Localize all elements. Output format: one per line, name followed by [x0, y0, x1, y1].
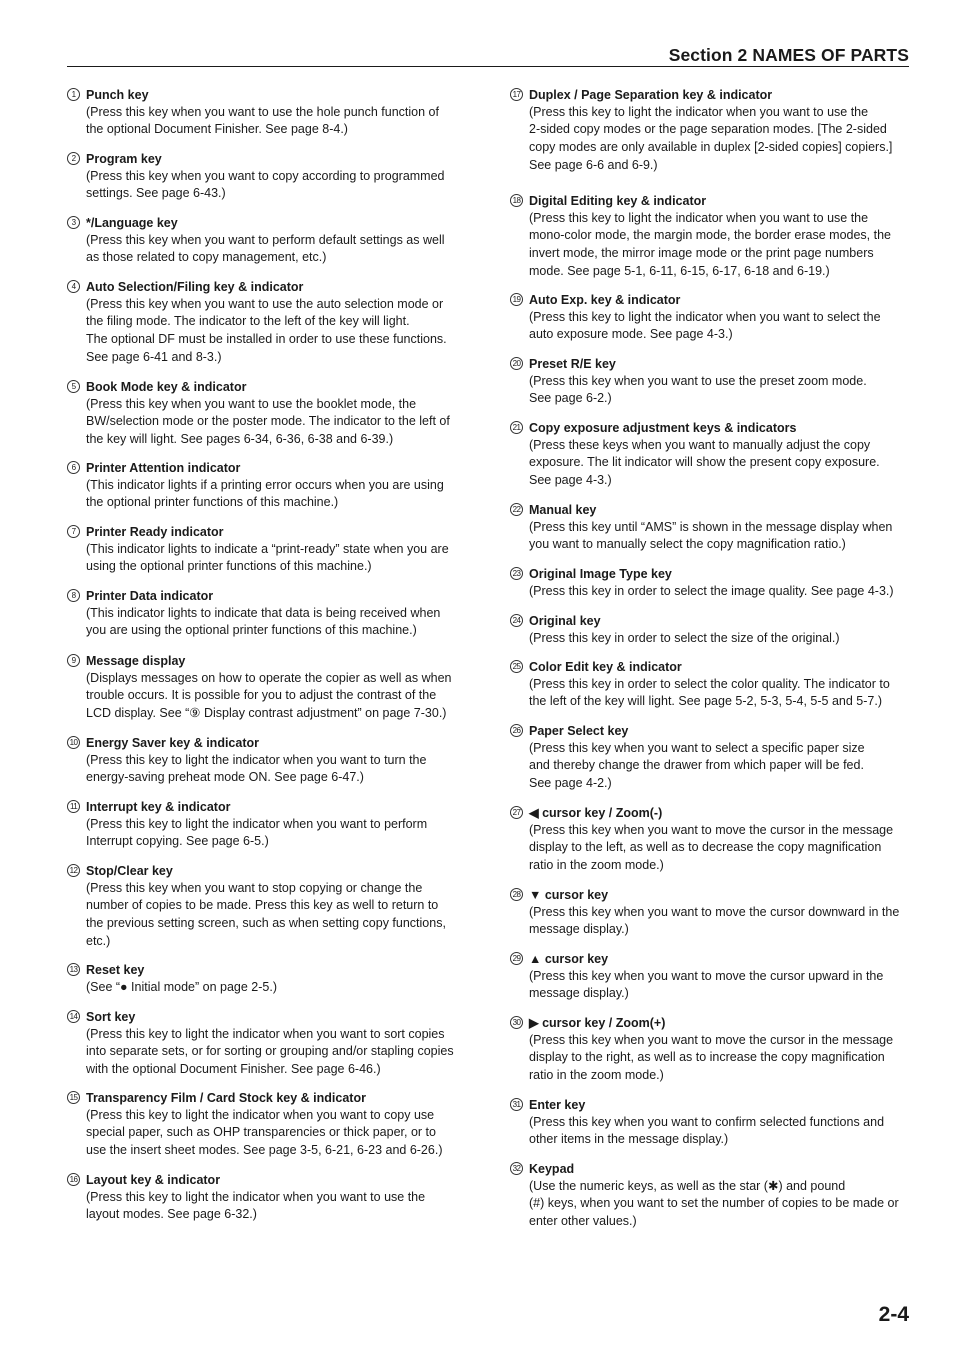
item-number-badge: 26 [510, 724, 523, 737]
item-number-badge: 13 [67, 963, 80, 976]
section-title: Section 2 NAMES OF PARTS [668, 45, 909, 65]
list-item [510, 722, 912, 793]
item-heading [71, 150, 467, 168]
item-description: (Press this key when you want to select a specific paper size and thereby change the drawer from which paper will be fed. See page 4-2.) [529, 740, 865, 791]
item-description: (Press this key to light the indicator when you want to use the layout modes. See page 6-32.) [86, 1189, 426, 1222]
item-description: (Press this key to light the indicator when you want to use the mono-color mode, the margin mode, the border erase modes, the invert mode, the mirror image mode or the print page numbers mode. See page 5-1, 6-11, 6-15, 6-17, 6-18 and 6-19.) [529, 210, 891, 278]
item-title: Energy Saver key & indicator [86, 736, 259, 750]
item-heading [69, 1008, 467, 1026]
item-number-badge: 10 [67, 736, 80, 749]
item-heading [512, 355, 912, 373]
item-number-badge: 8 [67, 589, 80, 602]
list-item [510, 658, 912, 711]
list-item [67, 214, 467, 267]
item-title: ▼ cursor key [529, 888, 609, 902]
item-heading [71, 86, 467, 104]
list-item [510, 565, 912, 600]
item-description: (Press this key when you want to use the auto selection mode or the filing mode. The indicator to the left of the key will light. The optional DF must be installed in order to use these functions. See page 6-41 and 8-3.) [86, 296, 447, 364]
item-number-badge: 9 [67, 654, 80, 667]
item-heading [71, 587, 467, 605]
item-description: (Press this key when you want to stop copying or change the number of copies to be made. Press this key as well to return to the previous setting screen, such as when setting copy functions, etc.) [86, 880, 446, 948]
item-description: (This indicator lights if a printing error occurs when you are using the optional printer functions of this machine.) [86, 477, 444, 510]
item-heading [71, 523, 467, 541]
item-title: Enter key [529, 1098, 586, 1112]
item-heading [69, 1171, 467, 1189]
item-description: (Displays messages on how to operate the copier as well as when trouble occurs. It is possible for you to adjust the contrast of the LCD display. See “⑨ Display contrast adjustment” on page 7-30.) [86, 670, 452, 721]
item-heading [71, 214, 467, 232]
item-title: Layout key & indicator [86, 1173, 221, 1187]
item-title: Duplex / Page Separation key & indicator [529, 88, 773, 102]
list-item [510, 419, 912, 490]
item-description: (This indicator lights to indicate a “print-ready” state when you are using the optional printer functions of this machine.) [86, 541, 449, 574]
item-number-badge: 24 [510, 614, 523, 627]
list-item [510, 886, 912, 939]
list-item [67, 587, 467, 640]
item-heading [71, 378, 467, 396]
item-description: (Press this key to light the indicator when you want to sort copies into separate sets, or for sorting or grouping and/or stapling copies with the optional Document Finisher. See page 6-46.) [86, 1026, 454, 1077]
item-title: Digital Editing key & indicator [529, 194, 707, 208]
item-number-badge: 31 [510, 1098, 523, 1111]
item-description: (Press this key in order to select the size of the original.) [529, 630, 840, 645]
item-number-badge: 25 [510, 660, 523, 673]
item-number-badge: 7 [67, 525, 80, 538]
list-item [510, 950, 912, 1003]
item-heading [512, 86, 912, 104]
item-description: (Press this key when you want to move the cursor upward in the message display.) [529, 968, 884, 1001]
item-description: (Use the numeric keys, as well as the star (✱) and pound (#) keys, when you want to set the number of copies to be made or enter other values.) [529, 1178, 899, 1229]
item-title: Copy exposure adjustment keys & indicators [529, 421, 797, 435]
list-item [67, 798, 467, 851]
item-title: Auto Selection/Filing key & indicator [86, 280, 304, 294]
item-number-badge: 23 [510, 567, 523, 580]
item-number-badge: 15 [67, 1091, 80, 1104]
item-number-badge: 18 [510, 194, 523, 207]
item-number-badge: 29 [510, 952, 523, 965]
item-heading [512, 419, 912, 437]
item-description: (Press this key to light the indicator when you want to select the auto exposure mode. See page 4-3.) [529, 309, 881, 342]
item-number-badge: 28 [510, 888, 523, 901]
item-number-badge: 3 [67, 216, 80, 229]
item-heading [71, 652, 467, 670]
item-number-badge: 20 [510, 357, 523, 370]
item-number-badge: 5 [67, 380, 80, 393]
list-item [510, 804, 912, 875]
item-description: (Press this key in order to select the color quality. The indicator to the left of the key will light. See page 5-2, 5-3, 5-4, 5-5 and 5-7.) [529, 676, 890, 709]
item-title: Stop/Clear key [86, 864, 173, 878]
item-description: (Press this key when you want to move the cursor downward in the message display.) [529, 904, 900, 937]
item-heading [512, 192, 912, 210]
item-title: Auto Exp. key & indicator [529, 293, 681, 307]
item-description: (Press this key when you want to use the preset zoom mode. See page 6-2.) [529, 373, 867, 406]
item-title: Original key [529, 614, 601, 628]
item-title: Program key [86, 152, 162, 166]
item-heading [512, 950, 912, 968]
item-number-badge: 12 [67, 864, 80, 877]
item-number-badge: 2 [67, 152, 80, 165]
item-title: Original Image Type key [529, 567, 672, 581]
item-title: Preset R/E key [529, 357, 616, 371]
item-heading [512, 1014, 912, 1032]
item-title: Interrupt key & indicator [86, 800, 231, 814]
item-title: Message display [86, 654, 186, 668]
item-heading [71, 278, 467, 296]
item-number-badge: 17 [510, 88, 523, 101]
list-item [67, 378, 467, 449]
item-description: (Press this key when you want to use the booklet mode, the BW/selection mode or the poster mode. The indicator to the left of the key will light. See pages 6-34, 6-36, 6-38 and 6-39.) [86, 396, 450, 447]
list-item [67, 278, 467, 367]
list-item [67, 86, 467, 139]
item-heading [512, 804, 912, 822]
item-description: (Press this key when you want to copy according to programmed settings. See page 6-43.) [86, 168, 445, 201]
list-item [510, 291, 912, 344]
item-title: Printer Data indicator [86, 589, 214, 603]
list-item [510, 192, 912, 281]
item-number-badge: 30 [510, 1016, 523, 1029]
list-item [510, 355, 912, 408]
item-heading [512, 1096, 912, 1114]
item-number-badge: 4 [67, 280, 80, 293]
page-number: 2-4 [878, 1303, 909, 1326]
item-description: (Press these keys when you want to manually adjust the copy exposure. The lit indicator will show the present copy exposure. See page 4-3.) [529, 437, 880, 488]
item-number-badge: 32 [510, 1162, 523, 1175]
list-item [510, 1160, 912, 1231]
item-title: Printer Ready indicator [86, 525, 224, 539]
item-heading [69, 862, 467, 880]
list-item [510, 612, 912, 647]
item-title: Manual key [529, 503, 597, 517]
item-heading [512, 501, 912, 519]
item-title: Color Edit key & indicator [529, 660, 682, 674]
item-number-badge: 6 [67, 461, 80, 474]
item-heading [512, 722, 912, 740]
item-heading [69, 961, 467, 979]
item-description: (Press this key when you want to use the hole punch function of the optional Document Finisher. See page 8-4.) [86, 104, 439, 137]
item-title: Paper Select key [529, 724, 629, 738]
list-item [67, 1089, 467, 1160]
item-number-badge: 22 [510, 503, 523, 516]
item-number-badge: 1 [67, 88, 80, 101]
list-item [67, 862, 467, 951]
list-item [67, 523, 467, 576]
item-title: */Language key [86, 216, 178, 230]
list-item [67, 961, 467, 996]
item-title: Punch key [86, 88, 149, 102]
item-description: (See “● Initial mode” on page 2-5.) [86, 979, 277, 994]
list-item [510, 501, 912, 554]
list-item [67, 652, 467, 723]
item-heading [69, 734, 467, 752]
item-description: (Press this key to light the indicator when you want to perform Interrupt copying. See page 6-5.) [86, 816, 428, 849]
item-description: (This indicator lights to indicate that data is being received when you are using the optional printer functions of this machine.) [86, 605, 441, 638]
item-number-badge: 19 [510, 293, 523, 306]
list-item [510, 86, 912, 175]
header-rule [67, 66, 909, 67]
list-item [510, 1014, 912, 1085]
item-description: (Press this key in order to select the image quality. See page 4-3.) [529, 583, 894, 598]
item-title: Keypad [529, 1162, 575, 1176]
item-heading [71, 459, 467, 477]
item-description: (Press this key when you want to perform default settings as well as those related to copy management, etc.) [86, 232, 445, 265]
item-heading [512, 565, 912, 583]
item-title: ▲ cursor key [529, 952, 609, 966]
item-description: (Press this key when you want to move the cursor in the message display to the right, as well as to increase the copy magnification ratio in the zoom mode.) [529, 1032, 894, 1083]
item-description: (Press this key when you want to confirm selected functions and other items in the message display.) [529, 1114, 885, 1147]
item-number-badge: 16 [67, 1173, 80, 1186]
list-item [67, 1171, 467, 1224]
item-description: (Press this key until “AMS” is shown in the message display when you want to manually select the copy magnification ratio.) [529, 519, 893, 552]
item-description: (Press this key to light the indicator when you want to turn the energy-saving preheat mode ON. See page 6-47.) [86, 752, 427, 785]
item-title: Sort key [86, 1010, 136, 1024]
list-item [67, 1008, 467, 1079]
list-item [510, 1096, 912, 1149]
list-item [67, 734, 467, 787]
item-title: ◀ cursor key / Zoom(-) [529, 806, 663, 820]
item-heading [69, 1089, 467, 1107]
item-heading [512, 886, 912, 904]
item-heading [512, 612, 912, 630]
item-title: ▶ cursor key / Zoom(+) [529, 1016, 666, 1030]
item-title: Printer Attention indicator [86, 461, 241, 475]
item-number-badge: 27 [510, 806, 523, 819]
item-number-badge: 21 [510, 421, 523, 434]
item-number-badge: 14 [67, 1010, 80, 1023]
list-item [67, 150, 467, 203]
item-description: (Press this key to light the indicator when you want to copy use special paper, such as OHP transparencies or thick paper, or to use the insert sheet modes. See page 3-5, 6-21, 6-23 and 6-26.) [86, 1107, 443, 1158]
item-heading [512, 1160, 912, 1178]
list-item [67, 459, 467, 512]
item-number-badge: 11 [67, 800, 80, 813]
item-title: Book Mode key & indicator [86, 380, 247, 394]
item-description: (Press this key when you want to move the cursor in the message display to the left, as well as to decrease the copy magnification ratio in the zoom mode.) [529, 822, 894, 873]
item-heading [512, 658, 912, 676]
item-heading [512, 291, 912, 309]
item-description: (Press this key to light the indicator when you want to use the 2-sided copy modes or the page separation modes. [The 2-sided copy modes are only available in duplex [2-sided copies] copiers.] See page 6-6 and 6-9.) [529, 104, 893, 172]
item-heading [69, 798, 467, 816]
item-title: Transparency Film / Card Stock key & indicator [86, 1091, 366, 1105]
item-title: Reset key [86, 963, 145, 977]
